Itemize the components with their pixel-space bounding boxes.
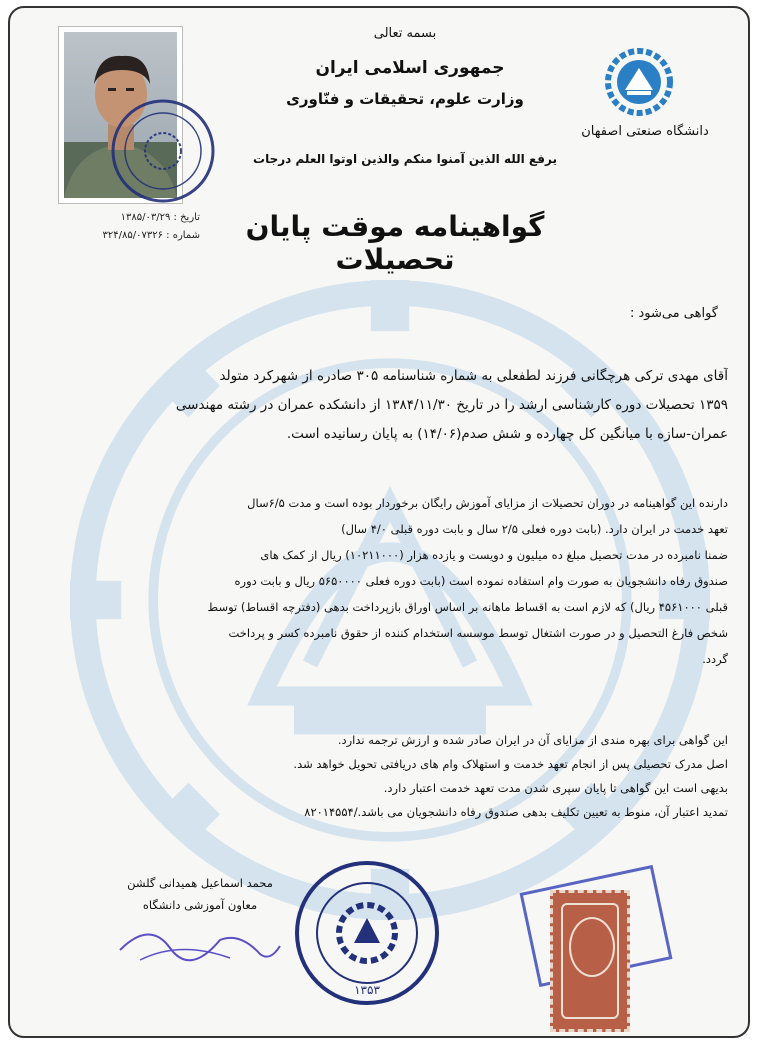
paragraph-graduation [38, 362, 728, 449]
bismillah-text: بسمه تعالی [373, 26, 437, 41]
document-number: شماره : ۳۲۴/۸۵/۰۷۳۲۶ [102, 230, 200, 241]
paragraph-obligations [38, 490, 728, 672]
text-line: صندوق رفاه دانشجویان به صورت وام استفاده نموده است (بابت دوره فعلی ۵۶۵۰۰۰۰ ریال و بابت دوره [234, 574, 728, 588]
text-line: آقای مهدی ترکی هرچگانی فرزند لطفعلی به شماره شناسنامه ۳۰۵ صادره از شهرکرد متولد [219, 368, 728, 384]
text-line: این گواهی برای بهره مندی از مزایای آن در ایران صادر شده و ارزش ترجمه ندارد. [337, 733, 728, 747]
text-line: شخص فارغ التحصیل و در صورت اشتغال توسط موسسه استخدام کننده از حقوق نامبرده کسر و پرداخت [228, 626, 728, 640]
seal-year: ۱۳۵۳ [354, 983, 380, 997]
certify-label: گواهی می‌شود : [629, 306, 718, 321]
text-line: دارنده این گواهینامه در دوران تحصیلات از مزایای آموزش رایگان برخوردار بوده است و مدت ۶/۵سال [247, 496, 728, 510]
issue-date: تاریخ : ۱۳۸۵/۰۳/۲۹ [120, 212, 200, 223]
paragraph-conditions [38, 728, 728, 824]
university-round-seal [292, 858, 442, 1008]
handwritten-signature [110, 910, 290, 970]
text-line: تعهد خدمت در ایران دارد. (بابت دوره فعلی ۲/۵ سال و بابت دوره قبلی ۴/۰ سال) [341, 522, 728, 536]
text-line: عمران-سازه با میانگین کل چهارده و شش صدم(۱۴/۰۶) به پایان رسانیده است. [286, 426, 728, 442]
text-line: ضمنا نامبرده در مدت تحصیل مبلغ ده میلیون و دویست و یازده هزار (۱۰۲۱۱۰۰۰) ریال از کمک های [260, 548, 728, 562]
text-line: تمدید اعتبار آن، منوط به تعیین تکلیف بدهی صندوق رفاه دانشجویان می باشد./۸۲۰۱۴۵۵۴ [304, 805, 728, 819]
republic-heading: جمهوری اسلامی ایران [315, 58, 505, 78]
text-line: بدیهی است این گواهی تا پایان سپری شدن مدت تعهد خدمت اعتبار دارد. [383, 781, 728, 795]
signatory-name: محمد اسماعیل همیدانی گلشن [127, 876, 273, 890]
text-line: اصل مدرک تحصیلی پس از انجام تعهد خدمت و استهلاک وام های دریافتی تحویل خواهد شد. [293, 757, 728, 771]
ministry-heading: وزارت علوم، تحقیقات و فنّاوری [286, 90, 524, 108]
text-line: گردد. [702, 652, 728, 666]
text-line: قبلی ۴۵۶۱۰۰۰ ریال) که لازم است به اقساط ماهانه بر اساس اوراق بازپرداخت بدهی (دفترچه اقساط) توسط [207, 600, 728, 614]
document-title: گواهینامه موقت پایان تحصیلات [245, 210, 545, 276]
signatory-title: معاون آموزشی دانشگاه [142, 898, 258, 912]
photo-seal [108, 96, 218, 206]
university-name: دانشگاه صنعتی اصفهان [581, 124, 709, 139]
quran-verse: یرفع الله الذین آمنوا منکم والذین اوتوا العلم درجات [253, 152, 557, 166]
university-logo-icon [605, 48, 673, 116]
revenue-stamp [550, 890, 630, 1032]
text-line: ۱۳۵۹ تحصیلات دوره کارشناسی ارشد را در تاریخ ۱۳۸۴/۱۱/۳۰ از دانشکده عمران در رشته مهندسی [175, 397, 728, 413]
